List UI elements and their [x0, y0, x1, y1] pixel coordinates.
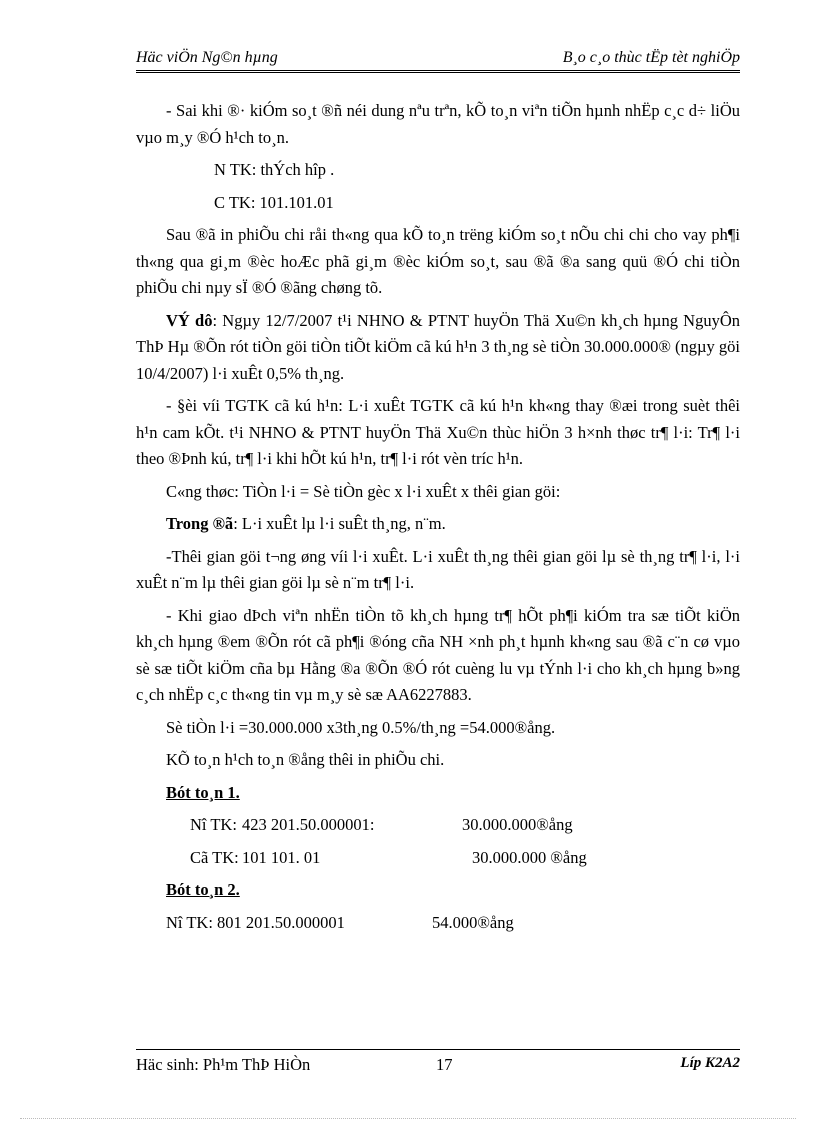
- where-paragraph: [136, 511, 740, 538]
- where-text: : L·i xuÊt lµ l·i suÊt th¸ng, n¨m.: [233, 514, 446, 533]
- paragraph: - §èi víi TGTK cã kú h¹n: L·i xuÊt TGTK cã kú h¹n kh«ng thay ®æi trong suèt thêi h¹n cam kÕt. t¹i NHNO & PTNT huyÖn Thä Xu©n thùc hiÖn 3 h×nh thøc tr¶ l·i: Tr¶ l·i theo ®Þnh kú, tr¶ l·i khi hÕt kú h¹n, tr¶ l·i rót vèn tríc h¹n.: [136, 396, 740, 468]
- page-number: 17: [436, 1055, 453, 1074]
- entry-credit-row: [136, 845, 740, 872]
- paragraph: Sau ®ã in phiÕu chi råi th«ng qua kÕ to¸n trëng kiÓm so¸t nÕu chi chi cho vay ph¶i th«ng qua gi¸m ®èc hoÆc phã gi¸m ®èc kiÓm so¸t, sau ®ã ®a sang quü ®Ó chi tiÒn phiÕu chi nµy sÏ ®Ó ®ãng chøng tõ.: [136, 225, 740, 297]
- paragraph: -Thêi gian göi t¬ng øng víi l·i xuÊt. L·i xuÊt th¸ng thêi gian göi lµ sè th¸ng tr¶ l·i, l·i xuÊt n¨m lµ thêi gian göi lµ sè n¨m tr¶ l·i.: [136, 546, 740, 592]
- example-text: : Ngµy 12/7/2007 t¹i NHNO & PTNT huyÖn Thä Xu©n kh¸ch hµng NguyÔn ThÞ Hµ ®Õn rót tiÒn göi tiÒn tiÕt kiÖm cã kú h¹n 3 th¸ng sè tiÒn 30.000.000® (ngµy göi 10/4/2007) l·i xuÊt 0,5% th¸ng.: [136, 310, 740, 383]
- paragraph: KÕ to¸n h¹ch to¸n ®ång thêi in phiÕu chi.: [166, 750, 445, 769]
- entry-debit-amount: 30.000.000®ång: [462, 815, 573, 834]
- credit-line: C TK: 101.101.01: [214, 192, 334, 212]
- entry-credit-amount: 30.000.000 ®ång: [472, 847, 587, 867]
- interest-calculation: Sè tiÒn l·i =30.000.000 x3th¸ng 0.5%/th¸ng =54.000®ång.: [166, 717, 556, 737]
- entry-heading-1: Bót to¸n 1.: [166, 782, 240, 802]
- header-right: B¸o c¸o thùc tËp tèt nghiÖp: [562, 49, 740, 66]
- entry-debit-row: [136, 812, 740, 839]
- footer-class: Líp K2A2: [680, 1055, 740, 1071]
- footer-rule: [136, 1049, 740, 1050]
- where-label: Trong ®ã: [166, 514, 234, 533]
- entry-2-amount: 54.000®ång: [432, 912, 514, 932]
- example-paragraph: [136, 308, 740, 388]
- entry-heading-2: Bót to¸n 2.: [166, 880, 240, 899]
- footer-student: Häc sinh: Ph¹m ThÞ HiÒn: [136, 1055, 311, 1074]
- paragraph: - Sai khi ®· kiÓm so¸t ®ñ néi dung nªu trªn, kÕ to¸n viªn tiÕn hµnh nhËp c¸c d÷ liÖu vµo m¸y ®Ó h¹ch to¸n.: [136, 101, 740, 147]
- entry-debit-account: 423 201.50.000001:: [242, 815, 375, 834]
- debit-line: N TK: thÝch hîp .: [214, 160, 335, 179]
- paragraph: - Khi giao dÞch viªn nhËn tiÒn tõ kh¸ch hµng tr¶ hÕt ph¶i kiÓm tra sæ tiÕt kiÖn kh¸ch hµng ®em ®Õn rót cã ph¶i ®óng cña NH ×nh ph¸t hµnh kh«ng sau ®ã c¨n cø vµo sè sæ tiÕt kiÖm cña bµ Hằng ®a ®Õn ®Ó rót cuèng lu vµ tÝnh l·i cho kh¸ch hµng b»ng c¸ch nhËp c¸c th«ng tin vµ m¸y sè sæ AA6227883.: [136, 605, 740, 704]
- header-left: Häc viÖn Ng©n hµng: [136, 49, 278, 66]
- page-header: [136, 46, 740, 71]
- entry-row-2: [136, 910, 740, 937]
- entry-credit-label: Cã TK:: [190, 847, 239, 867]
- entry-2-account: Nî TK: 801 201.50.000001: [166, 912, 345, 932]
- header-double-rule: [136, 72, 740, 73]
- page-edge: [20, 1118, 796, 1119]
- formula: C«ng thøc: TiÒn l·i = Sè tiÒn gèc x l·i xuÊt x thêi gian göi:: [166, 481, 561, 501]
- example-label: VÝ dô: [166, 310, 213, 330]
- entry-debit-label: Nî TK:: [190, 815, 237, 834]
- page-footer: [136, 1055, 740, 1077]
- entry-credit-account: 101 101. 01: [242, 847, 321, 867]
- document-body: [136, 98, 740, 936]
